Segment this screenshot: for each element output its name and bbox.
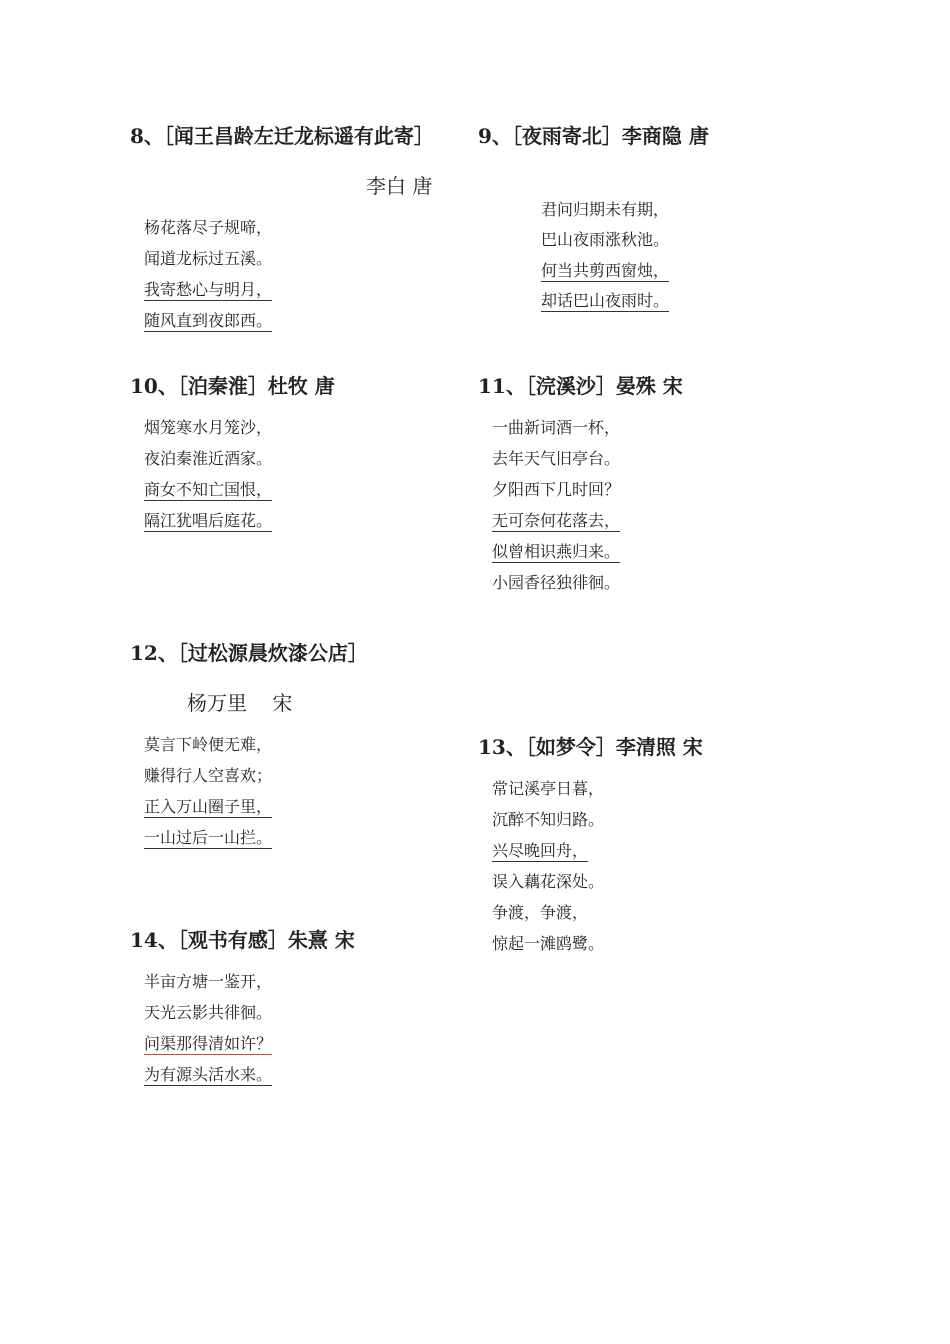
poem-11 xyxy=(478,374,683,592)
poem-line: 天光云影共徘徊。 xyxy=(144,1003,273,1022)
poem-title: 12、［过松源晨炊漆公店］ xyxy=(130,641,368,665)
poem-line: 小园香径独徘徊。 xyxy=(492,573,621,592)
poem-title: 9、［夜雨寄北］李商隐 唐 xyxy=(478,124,709,148)
poem-line: 杨花落尽子规啼， xyxy=(144,218,273,237)
poem-8 xyxy=(130,124,434,330)
poem-line: 夜泊秦淮近酒家。 xyxy=(144,449,273,468)
poem-line-underlined: 商女不知亡国恨， xyxy=(144,480,273,499)
poem-line: 莫言下岭便无难， xyxy=(144,735,273,754)
poem-title: 8、［闻王昌龄左迁龙标遥有此寄］ xyxy=(130,124,434,148)
poem-line: 一曲新词酒一杯， xyxy=(492,418,621,437)
poem-author: 杨万里 宋 xyxy=(187,691,293,715)
poem-line: 常记溪亭日暮， xyxy=(492,779,605,798)
poem-12 xyxy=(130,641,368,847)
poem-line: 争渡，争渡， xyxy=(492,903,589,922)
poem-line: 闻道龙标过五溪。 xyxy=(144,249,273,268)
poem-line: 半亩方塘一鉴开， xyxy=(144,972,273,991)
poem-9 xyxy=(478,124,709,310)
poem-line: 巴山夜雨涨秋池。 xyxy=(541,230,670,249)
poem-line: 沉醉不知归路。 xyxy=(492,810,605,829)
poem-line-underlined: 一山过后一山拦。 xyxy=(144,828,273,847)
poem-10 xyxy=(130,374,335,530)
poem-title: 11、［浣溪沙］晏殊 宋 xyxy=(478,374,683,398)
poem-line-underlined: 隔江犹唱后庭花。 xyxy=(144,511,273,530)
poem-line-underlined: 却话巴山夜雨时。 xyxy=(541,291,670,310)
poem-line-underlined: 为有源头活水来。 xyxy=(144,1065,273,1084)
poem-line-underlined: 我寄愁心与明月， xyxy=(144,280,273,299)
poem-line: 君问归期未有期， xyxy=(541,200,670,219)
poem-line-underlined: 似曾相识燕归来。 xyxy=(492,542,621,561)
poem-line: 惊起一滩鸥鹭。 xyxy=(492,934,605,953)
poem-line-underlined: 随风直到夜郎西。 xyxy=(144,311,273,330)
poem-title: 13、［如梦令］李清照 宋 xyxy=(478,735,703,759)
poem-line: 误入藕花深处。 xyxy=(492,872,605,891)
poem-author: 李白 唐 xyxy=(366,174,433,198)
poem-title: 14、［观书有感］朱熹 宋 xyxy=(130,928,355,952)
poem-line-underlined: 何当共剪西窗烛， xyxy=(541,261,670,280)
poem-line: 去年天气旧亭台。 xyxy=(492,449,621,468)
poem-line-underlined: 问渠那得清如许？ xyxy=(144,1034,273,1053)
poem-line-underlined: 正入万山圈子里， xyxy=(144,797,273,816)
poem-line-underlined: 兴尽晚回舟， xyxy=(492,841,589,860)
poem-line: 赚得行人空喜欢； xyxy=(144,766,273,785)
poem-line: 烟笼寒水月笼沙， xyxy=(144,418,273,437)
poem-13 xyxy=(478,735,703,953)
poem-14 xyxy=(130,928,355,1084)
poem-title: 10、［泊秦淮］杜牧 唐 xyxy=(130,374,335,398)
poem-line-underlined: 无可奈何花落去， xyxy=(492,511,621,530)
poem-line: 夕阳西下几时回？ xyxy=(492,480,621,499)
